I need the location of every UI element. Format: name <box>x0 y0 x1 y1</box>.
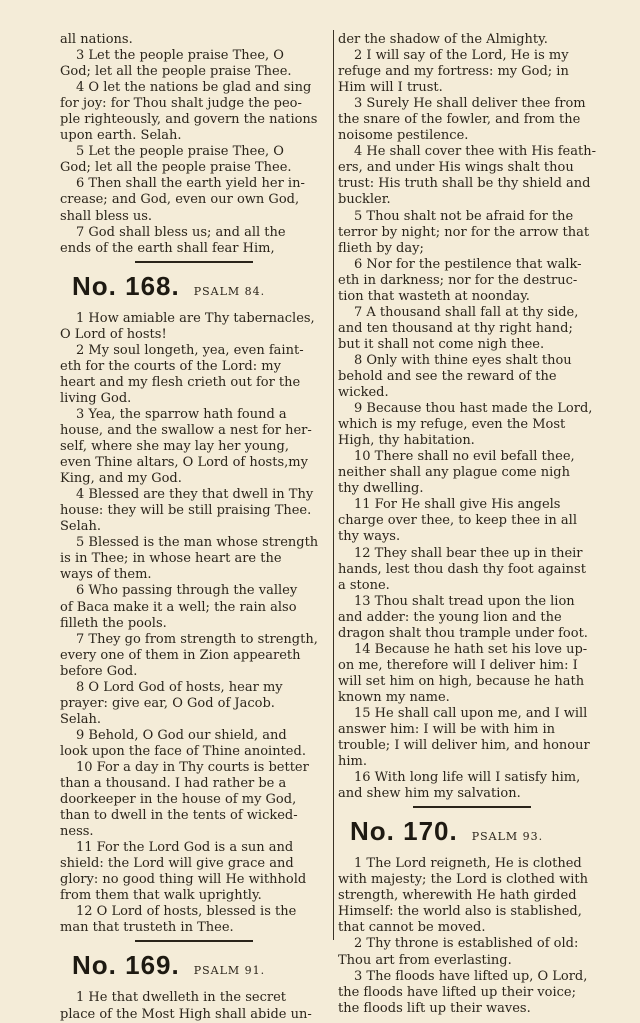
text-line: prayer: give ear, O God of Jacob. <box>60 695 275 711</box>
text-line: which is my refuge, even the Most <box>338 417 566 433</box>
text-line: that cannot be moved. <box>338 920 486 936</box>
text-line: 6 Nor for the pestilence that walk- <box>354 256 582 272</box>
text-line: Selah. <box>60 519 102 535</box>
text-line: living God. <box>60 390 132 406</box>
text-line: thy dwelling. <box>338 481 424 497</box>
text-line: the snare of the fowler, and from the <box>338 112 581 128</box>
section-rule <box>135 940 253 942</box>
text-line: trouble; I will deliver him, and honour <box>338 738 590 754</box>
text-line: 16 With long life will I satisfy him, <box>354 770 581 786</box>
text-line: the floods lift up their waves. <box>338 1000 531 1016</box>
text-line: heart and my flesh crieth out for the <box>60 374 301 390</box>
text-line: terror by night; nor for the arrow that <box>338 224 590 240</box>
text-line: answer him: I will be with him in <box>338 722 556 738</box>
text-line: crease; and God, even our own God, <box>60 192 300 208</box>
psalm-reference: PSALM 93. <box>471 830 544 844</box>
text-line: look upon the face of Thine anointed. <box>60 743 306 759</box>
psalm-number: No. 168. <box>72 270 180 301</box>
text-line: even Thine altars, O Lord of hosts,my <box>60 455 308 471</box>
psalm-67-continuation <box>60 32 328 257</box>
psalm-170-text <box>338 856 606 1016</box>
right-column <box>338 32 606 1017</box>
psalm-170-heading <box>338 816 606 856</box>
text-line: 14 Because he hath set his love up- <box>354 641 588 657</box>
psalm-91-continuation <box>338 32 606 802</box>
text-line: Thou art from everlasting. <box>338 952 512 968</box>
section-rule <box>135 261 253 263</box>
text-line: Himself: the world also is stablished, <box>338 904 582 920</box>
text-line: on me, therefore will I deliver him: I <box>338 657 578 673</box>
text-line: King, and my God. <box>60 471 182 487</box>
text-line: than a thousand. I had rather be a <box>60 776 287 792</box>
text-line: 1 He that dwelleth in the secret <box>76 990 287 1006</box>
text-line: 2 I will say of the Lord, He is my <box>354 48 569 64</box>
text-line: der the shadow of the Almighty. <box>338 32 548 47</box>
text-line: before God. <box>60 663 138 679</box>
text-line: from them that walk uprightly. <box>60 888 262 904</box>
text-line: every one of them in Zion appeareth <box>60 647 301 663</box>
text-line: filleth the pools. <box>60 615 167 631</box>
text-line: wicked. <box>338 385 389 401</box>
text-line: 7 God shall bless us; and all the <box>76 224 286 240</box>
text-line: dragon shalt thou trample under foot. <box>338 625 588 641</box>
text-line: 3 Let the people praise Thee, O <box>76 48 284 64</box>
text-line: tion that wasteth at noonday. <box>338 288 530 304</box>
psalm-reference: PSALM 91. <box>193 964 266 978</box>
text-line: charge over thee, to keep thee in all <box>338 513 577 529</box>
text-line: noisome pestilence. <box>338 128 469 144</box>
text-line: refuge and my fortress: my God; in <box>338 64 569 80</box>
text-line: house, and the swallow a nest for her- <box>60 422 312 438</box>
text-line: house: they will be still praising Thee. <box>60 503 312 519</box>
text-line: self, where she may lay her young, <box>60 439 289 455</box>
text-line: hands, lest thou dash thy foot against <box>338 561 586 577</box>
text-line: 10 For a day in Thy courts is better <box>76 759 309 775</box>
text-line: eth in darkness; nor for the destruc- <box>338 272 578 288</box>
text-line: and shew him my salvation. <box>338 786 521 802</box>
text-line: 7 A thousand shall fall at thy side, <box>354 304 579 320</box>
section-rule <box>413 806 531 808</box>
text-line: strength, wherewith He hath girded <box>338 888 577 904</box>
text-line: man that trusteth in Thee. <box>60 920 234 936</box>
text-line: 4 O let the nations be glad and sing <box>76 80 312 96</box>
text-line: doorkeeper in the house of my God, <box>60 792 297 808</box>
text-line: 2 Thy throne is established of old: <box>354 936 579 952</box>
text-line: 12 They shall bear thee up in their <box>354 545 583 561</box>
text-line: but it shall not come nigh thee. <box>338 336 545 352</box>
text-line: and ten thousand at thy right hand; <box>338 320 573 336</box>
text-line: shield: the Lord will give grace and <box>60 856 294 872</box>
text-line: ers, and under His wings shalt thou <box>338 160 574 176</box>
text-line: 3 Surely He shall deliver thee from <box>354 96 586 112</box>
text-line: 3 The floods have lifted up, O Lord, <box>354 968 588 984</box>
left-column <box>60 32 328 1023</box>
text-line: 6 Then shall the earth yield her in- <box>76 176 305 192</box>
text-line: 8 Only with thine eyes shalt thou <box>354 352 572 368</box>
text-line: 5 Blessed is the man whose strength <box>76 535 319 551</box>
text-line: 6 Who passing through the valley <box>76 583 298 599</box>
text-line: 1 How amiable are Thy tabernacles, <box>76 310 315 326</box>
text-line: eth for the courts of the Lord: my <box>60 358 281 374</box>
psalm-168-text <box>60 311 328 937</box>
text-line: 2 My soul longeth, yea, even faint- <box>76 342 304 358</box>
text-line: neither shall any plague come nigh <box>338 465 570 481</box>
text-line: 1 The Lord reigneth, He is clothed <box>354 856 582 872</box>
text-line: 12 O Lord of hosts, blessed is the <box>76 904 297 920</box>
psalm-number: No. 169. <box>72 950 180 981</box>
text-line: ends of the earth shall fear Him, <box>60 240 275 256</box>
text-line: 7 They go from strength to strength, <box>76 631 318 647</box>
text-line: 3 Yea, the sparrow hath found a <box>76 406 287 422</box>
text-line: Him will I trust. <box>338 80 443 96</box>
text-line: 9 Behold, O God our shield, and <box>76 727 287 743</box>
text-line: is in Thee; in whose heart are the <box>60 551 282 567</box>
text-line: and adder: the young lion and the <box>338 609 562 625</box>
text-line: God; let all the people praise Thee. <box>60 160 292 176</box>
text-line: 5 Let the people praise Thee, O <box>76 144 284 160</box>
text-line: will set him on high, because he hath <box>338 673 585 689</box>
text-line: O Lord of hosts! <box>60 326 167 342</box>
text-line: behold and see the reward of the <box>338 368 557 384</box>
text-line: known my name. <box>338 689 450 705</box>
text-line: 13 Thou shalt tread upon the lion <box>354 593 575 609</box>
text-line: ness. <box>60 824 94 840</box>
text-line: all nations. <box>60 32 133 47</box>
psalm-number: No. 170. <box>350 816 458 847</box>
text-line: ple righteously, and govern the nations <box>60 112 318 128</box>
column-divider <box>333 30 334 940</box>
text-line: him. <box>338 754 367 770</box>
text-line: flieth by day; <box>338 240 424 256</box>
text-line: ways of them. <box>60 567 152 583</box>
text-line: with majesty; the Lord is clothed with <box>338 872 588 888</box>
text-line: thy ways. <box>338 529 401 545</box>
text-line: trust: His truth shall be thy shield and <box>338 176 591 192</box>
text-line: place of the Most High shall abide un- <box>60 1006 312 1022</box>
text-line: the floods have lifted up their voice; <box>338 984 576 1000</box>
text-line: buckler. <box>338 192 391 208</box>
text-line: for joy: for Thou shalt judge the peo- <box>60 96 302 112</box>
psalm-168-heading <box>60 271 328 311</box>
text-line: shall bless us. <box>60 208 153 224</box>
text-line: 9 Because thou hast made the Lord, <box>354 401 593 417</box>
text-line: 5 Thou shalt not be afraid for the <box>354 208 574 224</box>
text-line: Selah. <box>60 711 102 727</box>
text-line: 8 O Lord God of hosts, hear my <box>76 679 283 695</box>
psalm-169-heading <box>60 950 328 990</box>
text-line: 4 He shall cover thee with His feath- <box>354 144 596 160</box>
text-line: 11 For the Lord God is a sun and <box>76 840 294 856</box>
text-line: a stone. <box>338 577 390 593</box>
text-line: 15 He shall call upon me, and I will <box>354 705 588 721</box>
psalm-169-text <box>60 990 328 1022</box>
text-line: 11 For He shall give His angels <box>354 497 561 513</box>
text-line: of Baca make it a well; the rain also <box>60 599 297 615</box>
text-line: High, thy habitation. <box>338 433 475 449</box>
text-line: upon earth. Selah. <box>60 128 182 144</box>
text-line: glory: no good thing will He withhold <box>60 872 307 888</box>
text-line: 10 There shall no evil befall thee, <box>354 449 575 465</box>
psalm-reference: PSALM 84. <box>193 284 266 298</box>
text-line: 4 Blessed are they that dwell in Thy <box>76 487 314 503</box>
text-line: than to dwell in the tents of wicked- <box>60 808 298 824</box>
text-line: God; let all the people praise Thee. <box>60 64 292 80</box>
